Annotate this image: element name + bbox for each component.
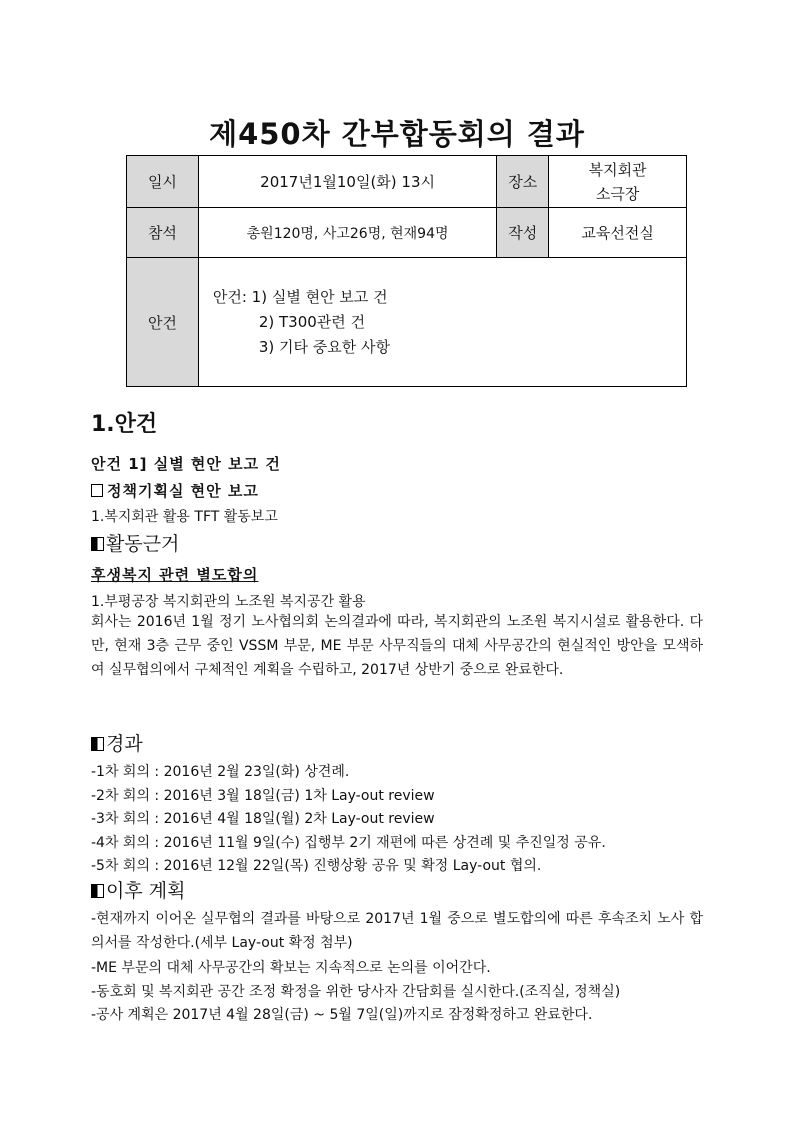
- results-list: [91, 761, 606, 879]
- place-value: [549, 156, 687, 208]
- policy-heading: [91, 480, 259, 501]
- plan-list: [91, 957, 620, 1028]
- policy-heading-text: 정책기획실 현안 보고: [107, 482, 259, 500]
- checkbox-square-icon: [91, 484, 103, 497]
- plan-heading-text: 이후 계획: [106, 880, 186, 902]
- half-filled-square-icon: [91, 884, 104, 898]
- result-item: -3차 회의 : 2016년 4월 18일(월) 2차 Lay-out review: [91, 811, 435, 827]
- basis-paragraph: 회사는 2016년 1월 정기 노사협의회 논의결과에 따라, 복지회관의 노조원 복지시설로 활용한다. 다만, 현재 3층 근무 중인 VSSM 부문, ME 부문 사무직들의 대체 사무공간의 현실적인 방안을 모색하여 실무협의에서 구체적인 계획을 수립하고, 2017년 상반기 중으로 완료한다.: [91, 614, 703, 678]
- meeting-info-table: [126, 155, 687, 387]
- plan-heading: [91, 876, 185, 903]
- place-value-line2: 소극장: [595, 184, 640, 203]
- agenda-label: 안건: [127, 258, 199, 387]
- plan-item: -공사 계획은 2017년 4월 28일(금) ~ 5월 7일(일)까지로 잠정확정하고 완료한다.: [91, 1007, 593, 1023]
- info-row-agenda: [127, 258, 687, 387]
- basis-heading-text: 활동근거: [106, 533, 180, 555]
- result-heading-text: 경과: [106, 733, 143, 755]
- info-row-date: [127, 156, 687, 208]
- plan-item: -ME 부문의 대체 사무공간의 확보는 지속적으로 논의를 이어간다.: [91, 960, 491, 976]
- result-item: -2차 회의 : 2016년 3월 18일(금) 1차 Lay-out review: [91, 787, 435, 804]
- date-label: 일시: [127, 156, 199, 208]
- result-heading: [91, 729, 143, 756]
- half-filled-square-icon: [91, 737, 104, 751]
- plan-item: -동호회 및 복지회관 공간 조정 확정을 위한 당사자 간담회를 실시한다.(조직실, 정책실): [91, 983, 621, 1000]
- document-title: 제450차 간부합동회의 결과: [209, 117, 585, 151]
- author-value: 교육선전실: [549, 208, 687, 258]
- bupyeong-line: 1.부평공장 복지회관의 노조원 복지공간 활용: [91, 594, 366, 610]
- half-filled-square-icon: [91, 537, 104, 551]
- agenda1-heading: 안건 1] 실별 현안 보고 건: [91, 455, 281, 473]
- agenda-item: 안건: 1) 실별 현안 보고 건: [212, 287, 388, 306]
- agreement-heading: 후생복지 관련 별도합의: [91, 566, 259, 584]
- date-value: 2017년1월10일(화) 13시: [198, 156, 496, 208]
- info-row-attend: [127, 208, 687, 258]
- place-value-line1: 복지회관: [588, 160, 647, 179]
- result-item: -5차 회의 : 2016년 12월 22일(목) 진행상황 공유 및 확정 Lay-out 협의.: [91, 858, 542, 874]
- author-label: 작성: [497, 208, 549, 258]
- result-item: -1차 회의 : 2016년 2월 23일(화) 상견례.: [91, 764, 350, 780]
- section-heading: 1.안건: [91, 412, 158, 437]
- attend-value: 총원120명, 사고26명, 현재94명: [198, 208, 496, 258]
- agenda-item: 2) T300관련 건: [258, 312, 366, 331]
- plan-paragraph: -현재까지 이어온 실무협의 결과를 바탕으로 2017년 1월 중으로 별도합의에 따른 후속조치 노사 합의서를 작성한다.(세부 Lay-out 확정 첨부): [91, 911, 703, 951]
- agenda-item: 3) 기타 중요한 사항: [258, 337, 390, 356]
- result-item: -4차 회의 : 2016년 11월 9일(수) 집행부 2기 재편에 따른 상견례 및 추진일정 공유.: [91, 834, 606, 851]
- basis-heading: [91, 529, 179, 556]
- tft-line: 1.복지회관 활용 TFT 활동보고: [91, 509, 278, 525]
- agenda-list: [198, 258, 686, 387]
- place-label: 장소: [497, 156, 549, 208]
- attend-label: 참석: [127, 208, 199, 258]
